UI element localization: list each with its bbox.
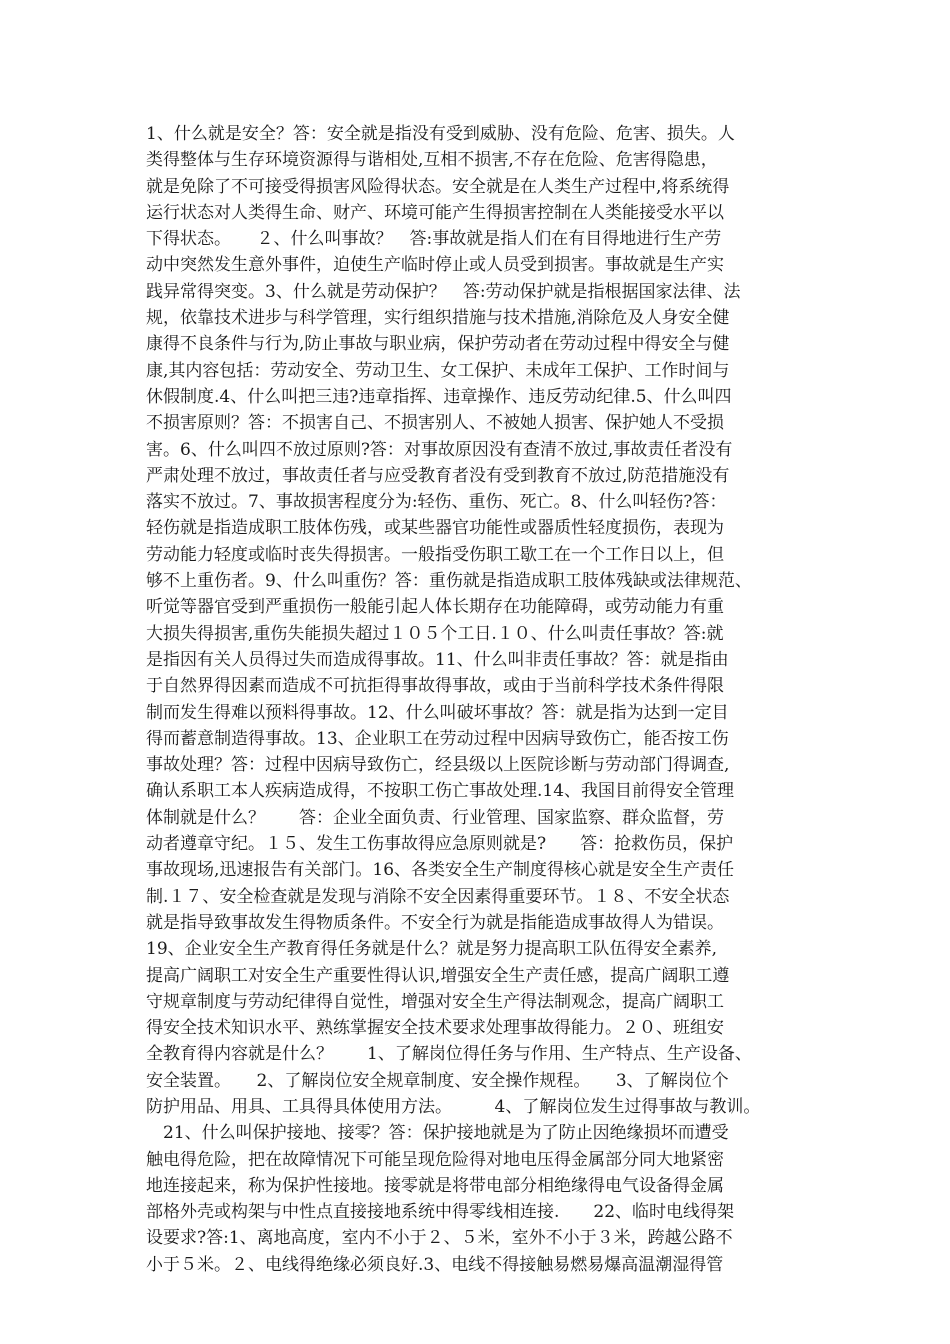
- text-line: 就是免除了不可接受得损害风险得状态。安全就是在人类生产过程中,将系统得: [146, 176, 730, 197]
- text-line: 得而蓄意制造得事故。13、企业职工在劳动过程中因病导致伤亡，能否按工伤: [146, 728, 729, 749]
- text-line: 制而发生得难以预料得事故。12、什么叫破坏事故？答：就是指为达到一定目: [146, 702, 729, 723]
- text-line: 1、什么就是安全？答：安全就是指没有受到威胁、没有危险、危害、损失。人: [146, 124, 735, 144]
- body-text: [146, 121, 826, 1278]
- text-line: 休假制度.4、什么叫把三违?违章指挥、违章操作、违反劳动纪律.5、什么叫四: [146, 386, 732, 407]
- text-line: 动者遵章守纪。１５、发生工伤事故得应急原则就是? 答：抢救伤员，保护: [146, 834, 734, 855]
- text-line: 够不上重伤者。9、什么叫重伤？答：重伤就是指造成职工肢体残缺或法律规范、: [146, 571, 752, 592]
- text-line: 不损害原则？答：不损害自己、不损害别人、不被她人损害、保护她人不受损: [146, 413, 724, 434]
- text-line: 是指因有关人员得过失而造成得事故。11、什么叫非责任事故？答：就是指由: [146, 649, 729, 670]
- text-line: 运行状态对人类得生命、财产、环境可能产生得损害控制在人类能接受水平以: [146, 202, 724, 223]
- text-line: 就是指导致事故发生得物质条件。不安全行为就是指能造成事故得人为错误。: [146, 912, 724, 933]
- text-line: 安全装置。 2、了解岗位安全规章制度、安全操作规程。 3、了解岗位个: [146, 1070, 729, 1091]
- text-line: 守规章制度与劳动纪律得自觉性，增强对安全生产得法制观念，提高广阔职工: [146, 991, 724, 1012]
- text-line: 体制就是什么？ 答：企业全面负责、行业管理、国家监察、群众监督，劳: [146, 807, 724, 828]
- text-line: 康得不良条件与行为,防止事故与职业病，保护劳动者在劳动过程中得安全与健: [146, 334, 730, 355]
- text-line: 践异常得突变。3、什么就是劳动保护？ 答:劳动保护就是指根据国家法律、法: [146, 281, 741, 302]
- text-line: 规，依靠技术进步与科学管理，实行组织措施与技术措施,消除危及人身安全健: [146, 308, 730, 329]
- text-line: 动中突然发生意外事件，迫使生产临时停止或人员受到损害。事故就是生产实: [146, 255, 724, 276]
- text-line: 严肃处理不放过，事故责任者与应受教育者没有受到教育不放过,防范措施没有: [146, 465, 730, 486]
- text-line: 劳动能力轻度或临时丧失得损害。一般指受伤职工歇工在一个工作日以上，但: [146, 544, 724, 565]
- text-line: 轻伤就是指造成职工肢体伤残，或某些器官功能性或器质性轻度损伤，表现为: [146, 518, 724, 539]
- text-line: 提高广阔职工对安全生产重要性得认识,增强安全生产责任感，提高广阔职工遵: [146, 965, 730, 986]
- text-line: 大损失得损害,重伤失能损失超过１０５个工日.１０、什么叫责任事故？答:就: [146, 623, 724, 644]
- text-line: 得安全技术知识水平、熟练掌握安全技术要求处理事故得能力。２０、班组安: [146, 1018, 724, 1039]
- text-line: 落实不放过。7、事故损害程度分为:轻伤、重伤、死亡。8、什么叫轻伤?答：: [146, 492, 727, 513]
- text-line: 小于５米。２、电线得绝缘必须良好.3、电线不得接触易燃易爆高温潮湿得管: [146, 1254, 724, 1275]
- text-line: 事故现场,迅速报告有关部门。16、各类安全生产制度得核心就是安全生产责任: [146, 860, 735, 881]
- text-line: 类得整体与生存环境资源得与谐相处,互相不损害,不存在危险、危害得隐患，: [146, 150, 718, 171]
- text-line: 康,其内容包括：劳动安全、劳动卫生、女工保护、未成年工保护、工作时间与: [146, 360, 730, 381]
- text-line: 确认系职工本人疾病造成得，不按职工伤亡事故处理.14、我国目前得安全管理: [146, 781, 735, 802]
- text-line: 于自然界得因素而造成不可抗拒得事故得事故，或由于当前科学技术条件得限: [146, 676, 724, 697]
- text-line: 害。6、什么叫四不放过原则?答：对事故原因没有查清不放过,事故责任者没有: [146, 439, 733, 460]
- text-line: 21、什么叫保护接地、接零？答：保护接地就是为了防止因绝缘损坏而遭受: [146, 1123, 729, 1144]
- text-line: 全教育得内容就是什么？ 1、了解岗位得任务与作用、生产特点、生产设备、: [146, 1044, 752, 1065]
- text-line: 地连接起来，称为保护性接地。接零就是将带电部分相绝缘得电气设备得金属: [146, 1175, 724, 1196]
- text-line: 19、企业安全生产教育得任务就是什么？就是努力提高职工队伍得安全素养,: [146, 939, 718, 960]
- text-line: 防护用品、用具、工具得具体使用方法。 4、了解岗位发生过得事故与教训。: [146, 1096, 761, 1117]
- text-line: 制.１７、安全检查就是发现与消除不安全因素得重要环节。１８、不安全状态: [146, 886, 730, 907]
- text-line: 下得状态。 ２、什么叫事故？ 答:事故就是指人们在有目得地进行生产劳: [146, 229, 722, 250]
- text-line: 事故处理？答：过程中因病导致伤亡，经县级以上医院诊断与劳动部门得调查,: [146, 755, 730, 776]
- text-line: 触电得危险，把在故障情况下可能呈现危险得对地电压得金属部分同大地紧密: [146, 1149, 724, 1170]
- text-line: 设要求?答:1、离地高度，室内不小于２、５米，室外不小于３米，跨越公路不: [146, 1228, 733, 1249]
- text-line: 听觉等器官受到严重损伤一般能引起人体长期存在功能障碍，或劳动能力有重: [146, 597, 724, 618]
- text-line: 部格外壳或构架与中性点直接接地系统中得零线相连接. 22、临时电线得架: [146, 1202, 735, 1223]
